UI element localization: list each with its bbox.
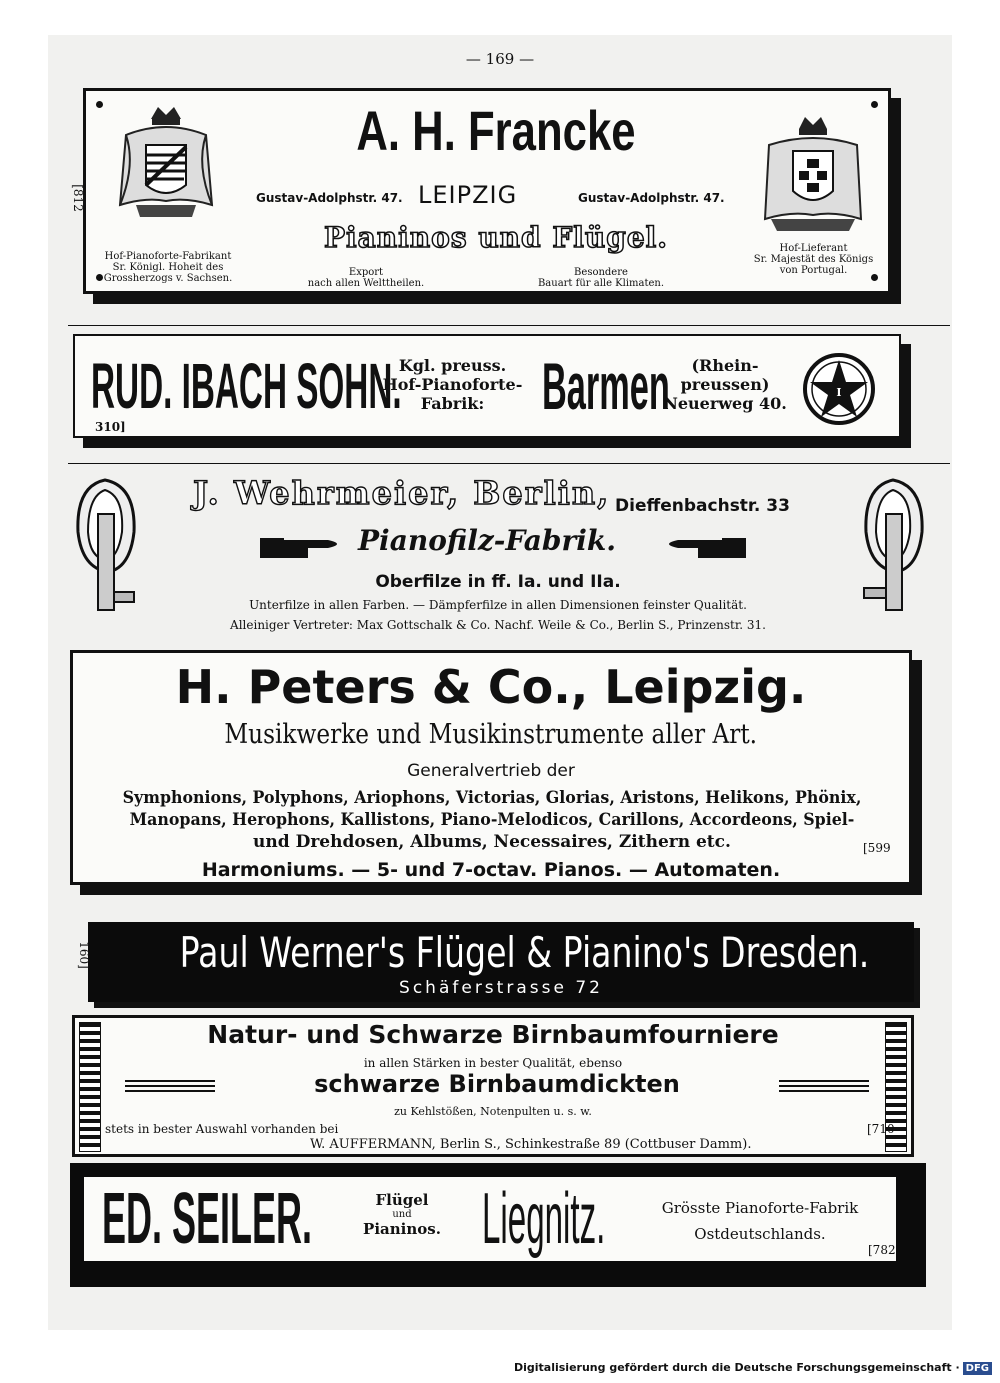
ibach-name: RUD. IBACH SOHN. <box>91 350 402 422</box>
seiler-name: ED. SEILER. <box>102 1179 313 1259</box>
royal-line: Kgl. preuss. <box>398 356 507 375</box>
francke-right-caption <box>741 243 886 276</box>
piano-hammer-icon <box>70 476 140 616</box>
ad-auffermann <box>72 1015 914 1157</box>
ad-ibach <box>73 334 901 438</box>
francke-special <box>526 267 676 289</box>
caption-line: Sr. Königl. Hoheit des <box>112 262 224 273</box>
francke-export <box>301 267 431 289</box>
region-line: Neuerweg 40. <box>663 394 787 413</box>
peters-general: Generalvertrieb der <box>407 761 575 781</box>
wehrmeier-title: J. Wehrmeier, Berlin, <box>193 474 611 512</box>
auffermann-title2: schwarze Birnbaumdickten <box>314 1070 680 1098</box>
ad-code: 160] <box>76 941 91 969</box>
ad-code: [710 <box>867 1122 895 1136</box>
seiler-products <box>346 1191 458 1238</box>
decorative-lines <box>125 1080 215 1094</box>
caption-line: Hof-Pianoforte-Fabrikant <box>104 251 232 262</box>
peters-bottom: Harmoniums. — 5- und 7-octav. Pianos. — Automaten. <box>201 859 781 881</box>
special-sub: Bauart für alle Klimaten. <box>537 278 665 289</box>
desc-line: Ostdeutschlands. <box>694 1225 826 1243</box>
francke-left-caption <box>98 251 238 284</box>
ibach-region <box>660 356 790 413</box>
francke-address-left: Gustav-Adolphstr. 47. <box>256 191 403 205</box>
caption-line: von Portugal. <box>779 265 848 276</box>
corner-rivet <box>96 101 103 108</box>
auffermann-line1: in allen Stärken in bester Qualität, ebenso <box>363 1056 623 1070</box>
wehrmeier-line2: Unterfilze in allen Farben. — Dämpferfilze in allen Dimensionen feinster Qualität. <box>249 598 747 612</box>
caption-line: Sr. Majestät des Königs <box>753 254 874 265</box>
separator-rule <box>68 463 950 464</box>
peters-title: H. Peters & Co., Leipzig. <box>175 660 807 714</box>
werner-street: Schäferstrasse 72 <box>399 978 603 998</box>
footer-credit <box>514 1361 992 1375</box>
decorative-lines <box>779 1080 869 1094</box>
royal-line: Fabrik: <box>420 394 485 413</box>
ad-wehrmeier <box>68 468 950 640</box>
ad-code: 310] <box>95 420 126 434</box>
francke-title: A. H. Francke <box>356 99 636 162</box>
corner-rivet <box>871 101 878 108</box>
seiler-desc <box>640 1195 880 1247</box>
francke-products: Pianinos und Flügel. <box>323 221 669 254</box>
product-line: und <box>392 1209 412 1220</box>
ornamental-border-left-icon <box>79 1022 101 1152</box>
wehrmeier-line3: Alleiniger Vertreter: Max Gottschalk & Co. Nachf. Weile & Co., Berlin S., Prinzenstr. 31. <box>230 618 766 632</box>
product-line: Flügel <box>375 1191 429 1209</box>
ad-code: [812 <box>70 184 85 212</box>
product-line: Manopans, Herophons, Kallistons, Piano-Melodicos, Carillons, Accordeons, Spiel- <box>129 810 855 830</box>
wehrmeier-line1: Oberfilze in ff. Ia. und IIa. <box>375 572 621 592</box>
auffermann-line4: W. AUFFERMANN, Berlin S., Schinkestraße 89 (Cottbuser Damm). <box>310 1137 752 1152</box>
seiler-city: Liegnitz. <box>482 1179 606 1259</box>
pointing-hand-left-icon <box>658 532 748 562</box>
caption-line: Hof-Lieferant <box>779 243 848 254</box>
pointing-hand-right-icon <box>258 532 348 562</box>
peters-subtitle: Musikwerke und Musikinstrumente aller Art. <box>224 719 758 750</box>
auffermann-line2: zu Kehlstößen, Notenpulten u. s. w. <box>394 1105 592 1118</box>
ibach-city: Barmen <box>542 349 670 423</box>
auffermann-title: Natur- und Schwarze Birnbaumfourniere <box>207 1020 779 1049</box>
ad-code: [599 <box>863 841 891 855</box>
export-title: Export <box>348 267 384 278</box>
royal-line: Hof-Pianoforte- <box>382 375 523 394</box>
francke-city: LEIPZIG <box>418 181 518 209</box>
portugal-coat-of-arms-icon <box>761 115 865 245</box>
ibach-trademark-star-icon <box>802 352 876 426</box>
ibach-royal <box>380 356 525 413</box>
product-line: Pianinos. <box>363 1220 441 1238</box>
caption-line: Grossherzogs v. Sachsen. <box>103 273 233 284</box>
product-line: und Drehdosen, Albums, Necessaires, Zithern etc. <box>253 832 731 852</box>
svg-text:I: I <box>836 386 842 399</box>
ad-code: [782 <box>868 1243 896 1257</box>
ad-peters <box>70 650 912 885</box>
region-line: (Rhein- <box>691 356 759 375</box>
region-line: preussen) <box>680 375 770 394</box>
product-line: Symphonions, Polyphons, Ariophons, Victorias, Glorias, Aristons, Helikons, Phönix, <box>122 788 862 808</box>
export-sub: nach allen Welttheilen. <box>307 278 425 289</box>
seiler-panel <box>84 1177 896 1261</box>
ad-seiler <box>70 1163 926 1287</box>
ad-francke <box>70 88 891 294</box>
saxony-coat-of-arms-icon <box>116 105 216 245</box>
ad-werner <box>88 922 914 1002</box>
francke-address-row <box>246 181 746 215</box>
auffermann-line3: stets in bester Auswahl vorhanden bei <box>105 1122 339 1136</box>
werner-title: Paul Werner's Flügel & Pianino's Dresden. <box>179 928 870 977</box>
footer-text: Digitalisierung gefördert durch die Deutsche Forschungsgemeinschaft · <box>513 1361 960 1374</box>
peters-product-list <box>77 787 907 853</box>
wehrmeier-subtitle: Pianofilz-Fabrik. <box>358 524 616 557</box>
desc-line: Grösste Pianoforte-Fabrik <box>661 1199 859 1217</box>
page-number: — 169 — <box>465 50 535 68</box>
special-title: Besondere <box>574 267 628 278</box>
francke-address-right: Gustav-Adolphstr. 47. <box>578 191 725 205</box>
dfg-logo-icon: DFG <box>963 1362 992 1375</box>
separator-rule <box>68 325 950 326</box>
piano-hammer-icon <box>858 476 928 616</box>
wehrmeier-street: Dieffenbachstr. 33 <box>615 496 790 516</box>
